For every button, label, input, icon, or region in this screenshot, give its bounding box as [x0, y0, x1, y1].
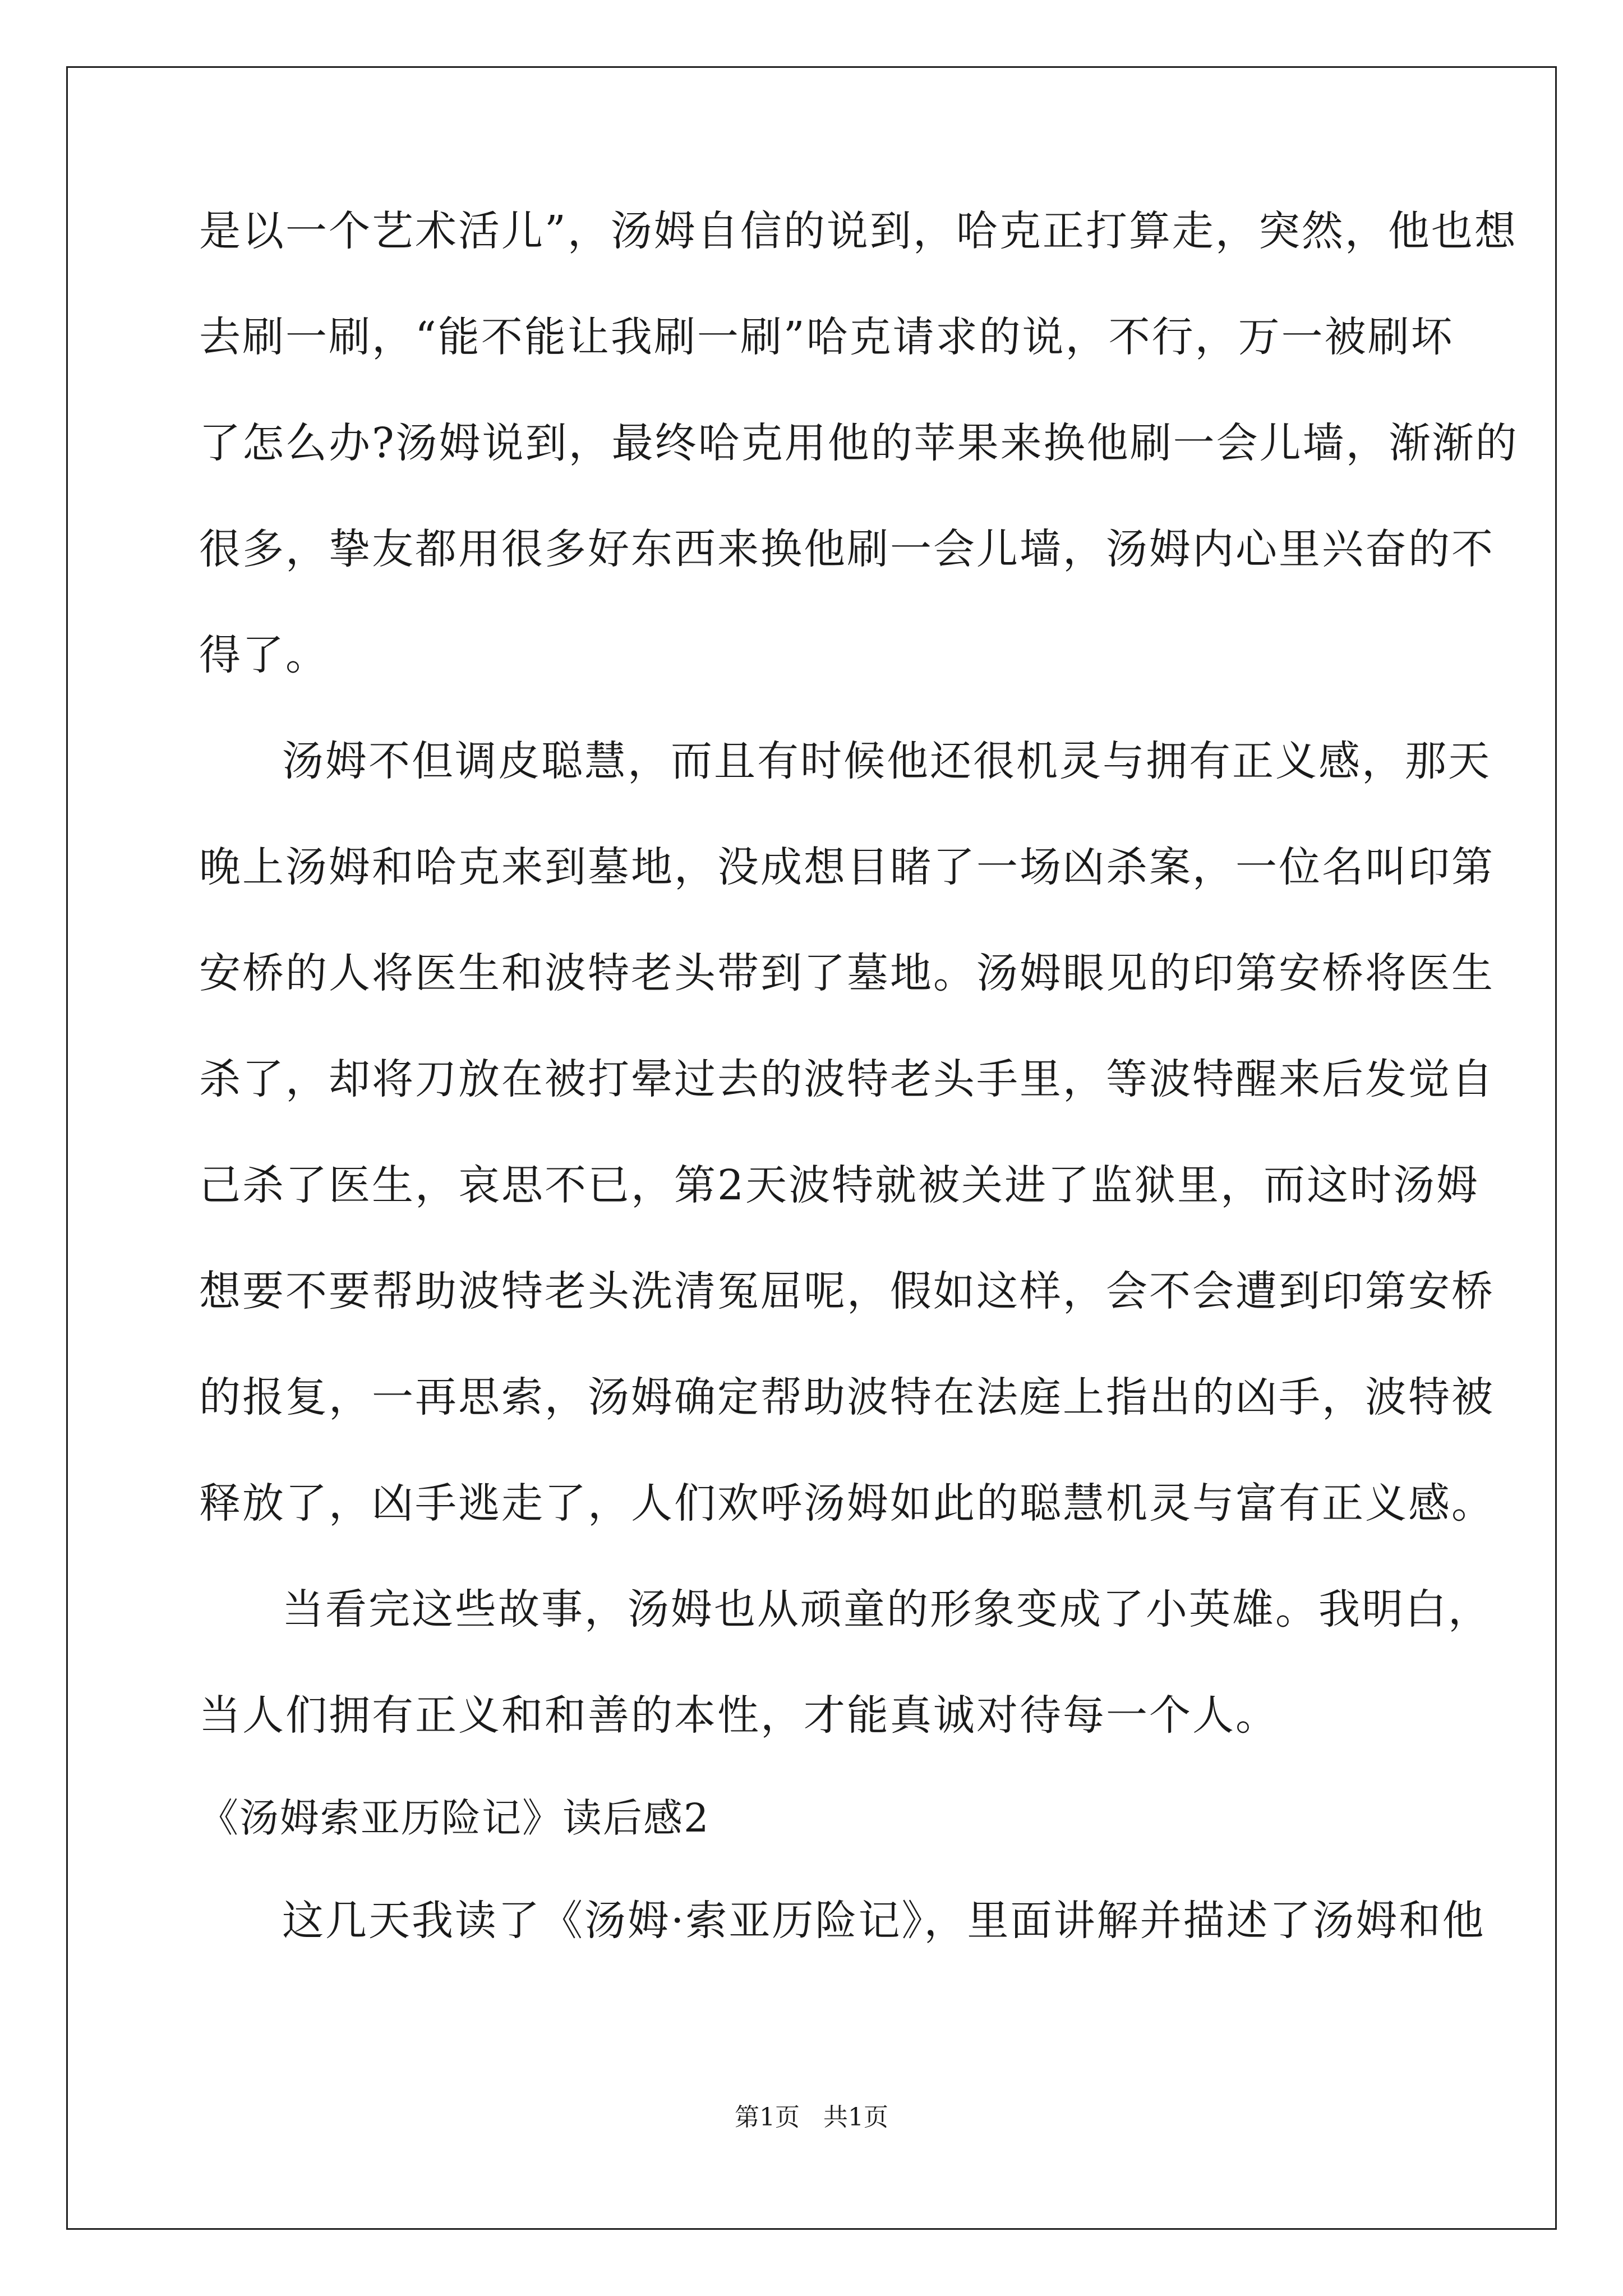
paragraph-line: 很多，挚友都用很多好东西来换他刷一会儿墙，汤姆内心里兴奋的不 [199, 525, 1495, 573]
paragraph-line: 当看完这些故事，汤姆也从顽童的形象变成了小英雄。我明白， [282, 1585, 1491, 1634]
paragraph-line: 杀了，却将刀放在被打晕过去的波特老头手里，等波特醒来后发觉自 [199, 1055, 1495, 1103]
page-number-footer: 第1页 共1页 [735, 2103, 888, 2132]
paragraph-line: 的报复，一再思索，汤姆确定帮助波特在法庭上指出的凶手，波特被 [199, 1373, 1495, 1421]
paragraph-line: 己杀了医生，哀思不已，第2天波特就被关进了监狱里，而这时汤姆 [199, 1161, 1480, 1209]
paragraph-line: 是以一个艺术活儿”，汤姆自信的说到，哈克正打算走，突然，他也想 [199, 207, 1518, 255]
paragraph-line: 了怎么办?汤姆说到，最终哈克用他的苹果来换他刷一会儿墙，渐渐的 [199, 419, 1519, 467]
paragraph-line: 安桥的人将医生和波特老头带到了墓地。汤姆眼见的印第安桥将医生 [199, 949, 1495, 997]
paragraph-line: 汤姆不但调皮聪慧，而且有时候他还很机灵与拥有正义感，那天 [282, 737, 1491, 785]
paragraph-line: 去刷一刷，“能不能让我刷一刷”哈克请求的说，不行，万一被刷坏 [199, 313, 1454, 361]
section-heading: 《汤姆索亚历险记》读后感2 [199, 1795, 710, 1841]
paragraph-line: 晚上汤姆和哈克来到墓地，没成想目睹了一场凶杀案，一位名叫印第 [199, 843, 1495, 891]
paragraph-line: 这几天我读了《汤姆·索亚历险记》，里面讲解并描述了汤姆和他 [282, 1897, 1486, 1945]
paragraph-line: 释放了，凶手逃走了，人们欢呼汤姆如此的聪慧机灵与富有正义感。 [199, 1479, 1495, 1527]
paragraph-line: 得了。 [199, 631, 329, 679]
paragraph-line: 当人们拥有正义和和善的本性，才能真诚对待每一个人。 [199, 1691, 1279, 1740]
paragraph-line: 想要不要帮助波特老头洗清冤屈呢，假如这样，会不会遭到印第安桥 [199, 1267, 1495, 1315]
